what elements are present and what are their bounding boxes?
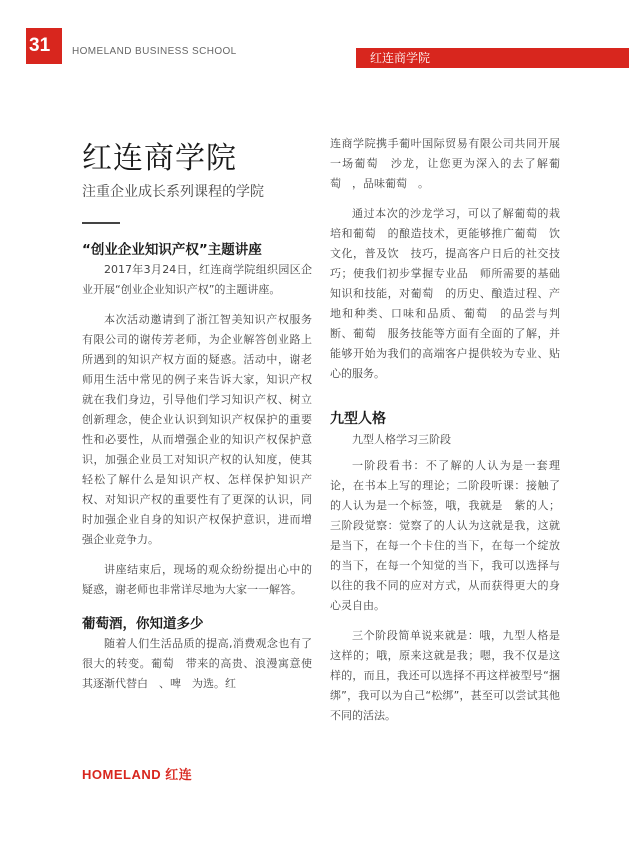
right-column: [330, 134, 571, 726]
lecture-paragraph: 本次活动邀请到了浙江智美知识产权服务有限公司的谢传芳老师，为企业解答创业路上所遇到的知识产权方面的疑惑。活动中，谢老师用生活中常见的例子来告诉大家，知识产权就在我们身边，引导他们学习知识产权、树立创新理念，使企业认识到知识产权保护的重要性和必要性，从而增强企业的知识产权保护意识，加强企业员工对知识产权的认知度，使其轻松了解什么是知识产权、怎样保护知识产权、对知识产权的重要性有了更深的认识，同时加强企业自身的知识产权保护意识，进而增强企业竞争力。: [82, 313, 312, 546]
section-tag: 红连商学院: [356, 48, 629, 68]
page-number: 31: [26, 28, 62, 64]
lecture-heading: “创业企业知识产权”主题讲座: [82, 242, 262, 258]
wine-heading: 葡萄酒，你知道多少: [82, 616, 204, 632]
title-divider: [82, 222, 120, 224]
enneagram-paragraph: 三个阶段简单说来就是：哦，九型人格是这样的；哦，原来这就是我；嗯，我不仅是这样的，而且，我还可以选择不再这样被型号“捆绑”，我可以为自己“松绑”，甚至可以尝试其他不同的活法。: [330, 629, 560, 722]
left-column: [82, 140, 312, 694]
enneagram-paragraph: 一阶段看书：不了解的人认为是一套理论，在书本上写的理论；二阶段听课：接触了的人认为是一个标签，哦，我就是 紫的人；三阶段觉察：觉察了的人认为这就是我，这就是当下，在每一个卡住的当下，在每一个绽放的当下，在每一个知觉的当下，我可以选择与以往的我不同的应对方式，从而获得更大的身心灵自由。: [330, 459, 560, 612]
wine-paragraph-continued: 连商学院携手葡叶国际贸易有限公司共同开展一场葡萄 沙龙，让您更为深入的去了解葡萄 ，品味葡萄 。: [330, 137, 560, 190]
lecture-paragraph: 讲座结束后，现场的观众纷纷提出心中的疑惑，谢老师也非常详尽地为大家一一解答。: [82, 563, 312, 596]
wine-paragraph: 随着人们生活品质的提高,消费观念也有了很大的转变。葡萄 带来的高贵、浪漫寓意使其逐渐代替白 、啤 为选。红: [82, 637, 312, 690]
school-name: HOMELAND BUSINESS SCHOOL: [72, 46, 237, 57]
lecture-paragraph: 2017年3月24日，红连商学院组织园区企业开展“创业企业知识产权”的主题讲座。: [82, 263, 312, 296]
page-title: 红连商学院: [82, 141, 237, 176]
page-subtitle: 注重企业成长系列课程的学院: [82, 184, 264, 200]
footer-logo: HOMELAND 红连: [82, 767, 193, 782]
enneagram-subheading: 九型人格学习三阶段: [352, 433, 451, 446]
enneagram-heading: 九型人格: [330, 411, 386, 427]
wine-paragraph: 通过本次的沙龙学习，可以了解葡萄的栽培和葡萄 的酿造技术，更能够推广葡萄 饮 文化，普及饮 技巧，提高客户日后的社交技巧；使我们初步掌握专业品 师所需要的基础知识和技能，对葡萄 的历史、酿造过程、产地和种类、口味和品质、葡萄 的品尝与判断、葡萄 服务技能等方面有全面的了解，并能够开始为我们的高端客户提供较为专业、贴心的服务。: [330, 207, 571, 380]
